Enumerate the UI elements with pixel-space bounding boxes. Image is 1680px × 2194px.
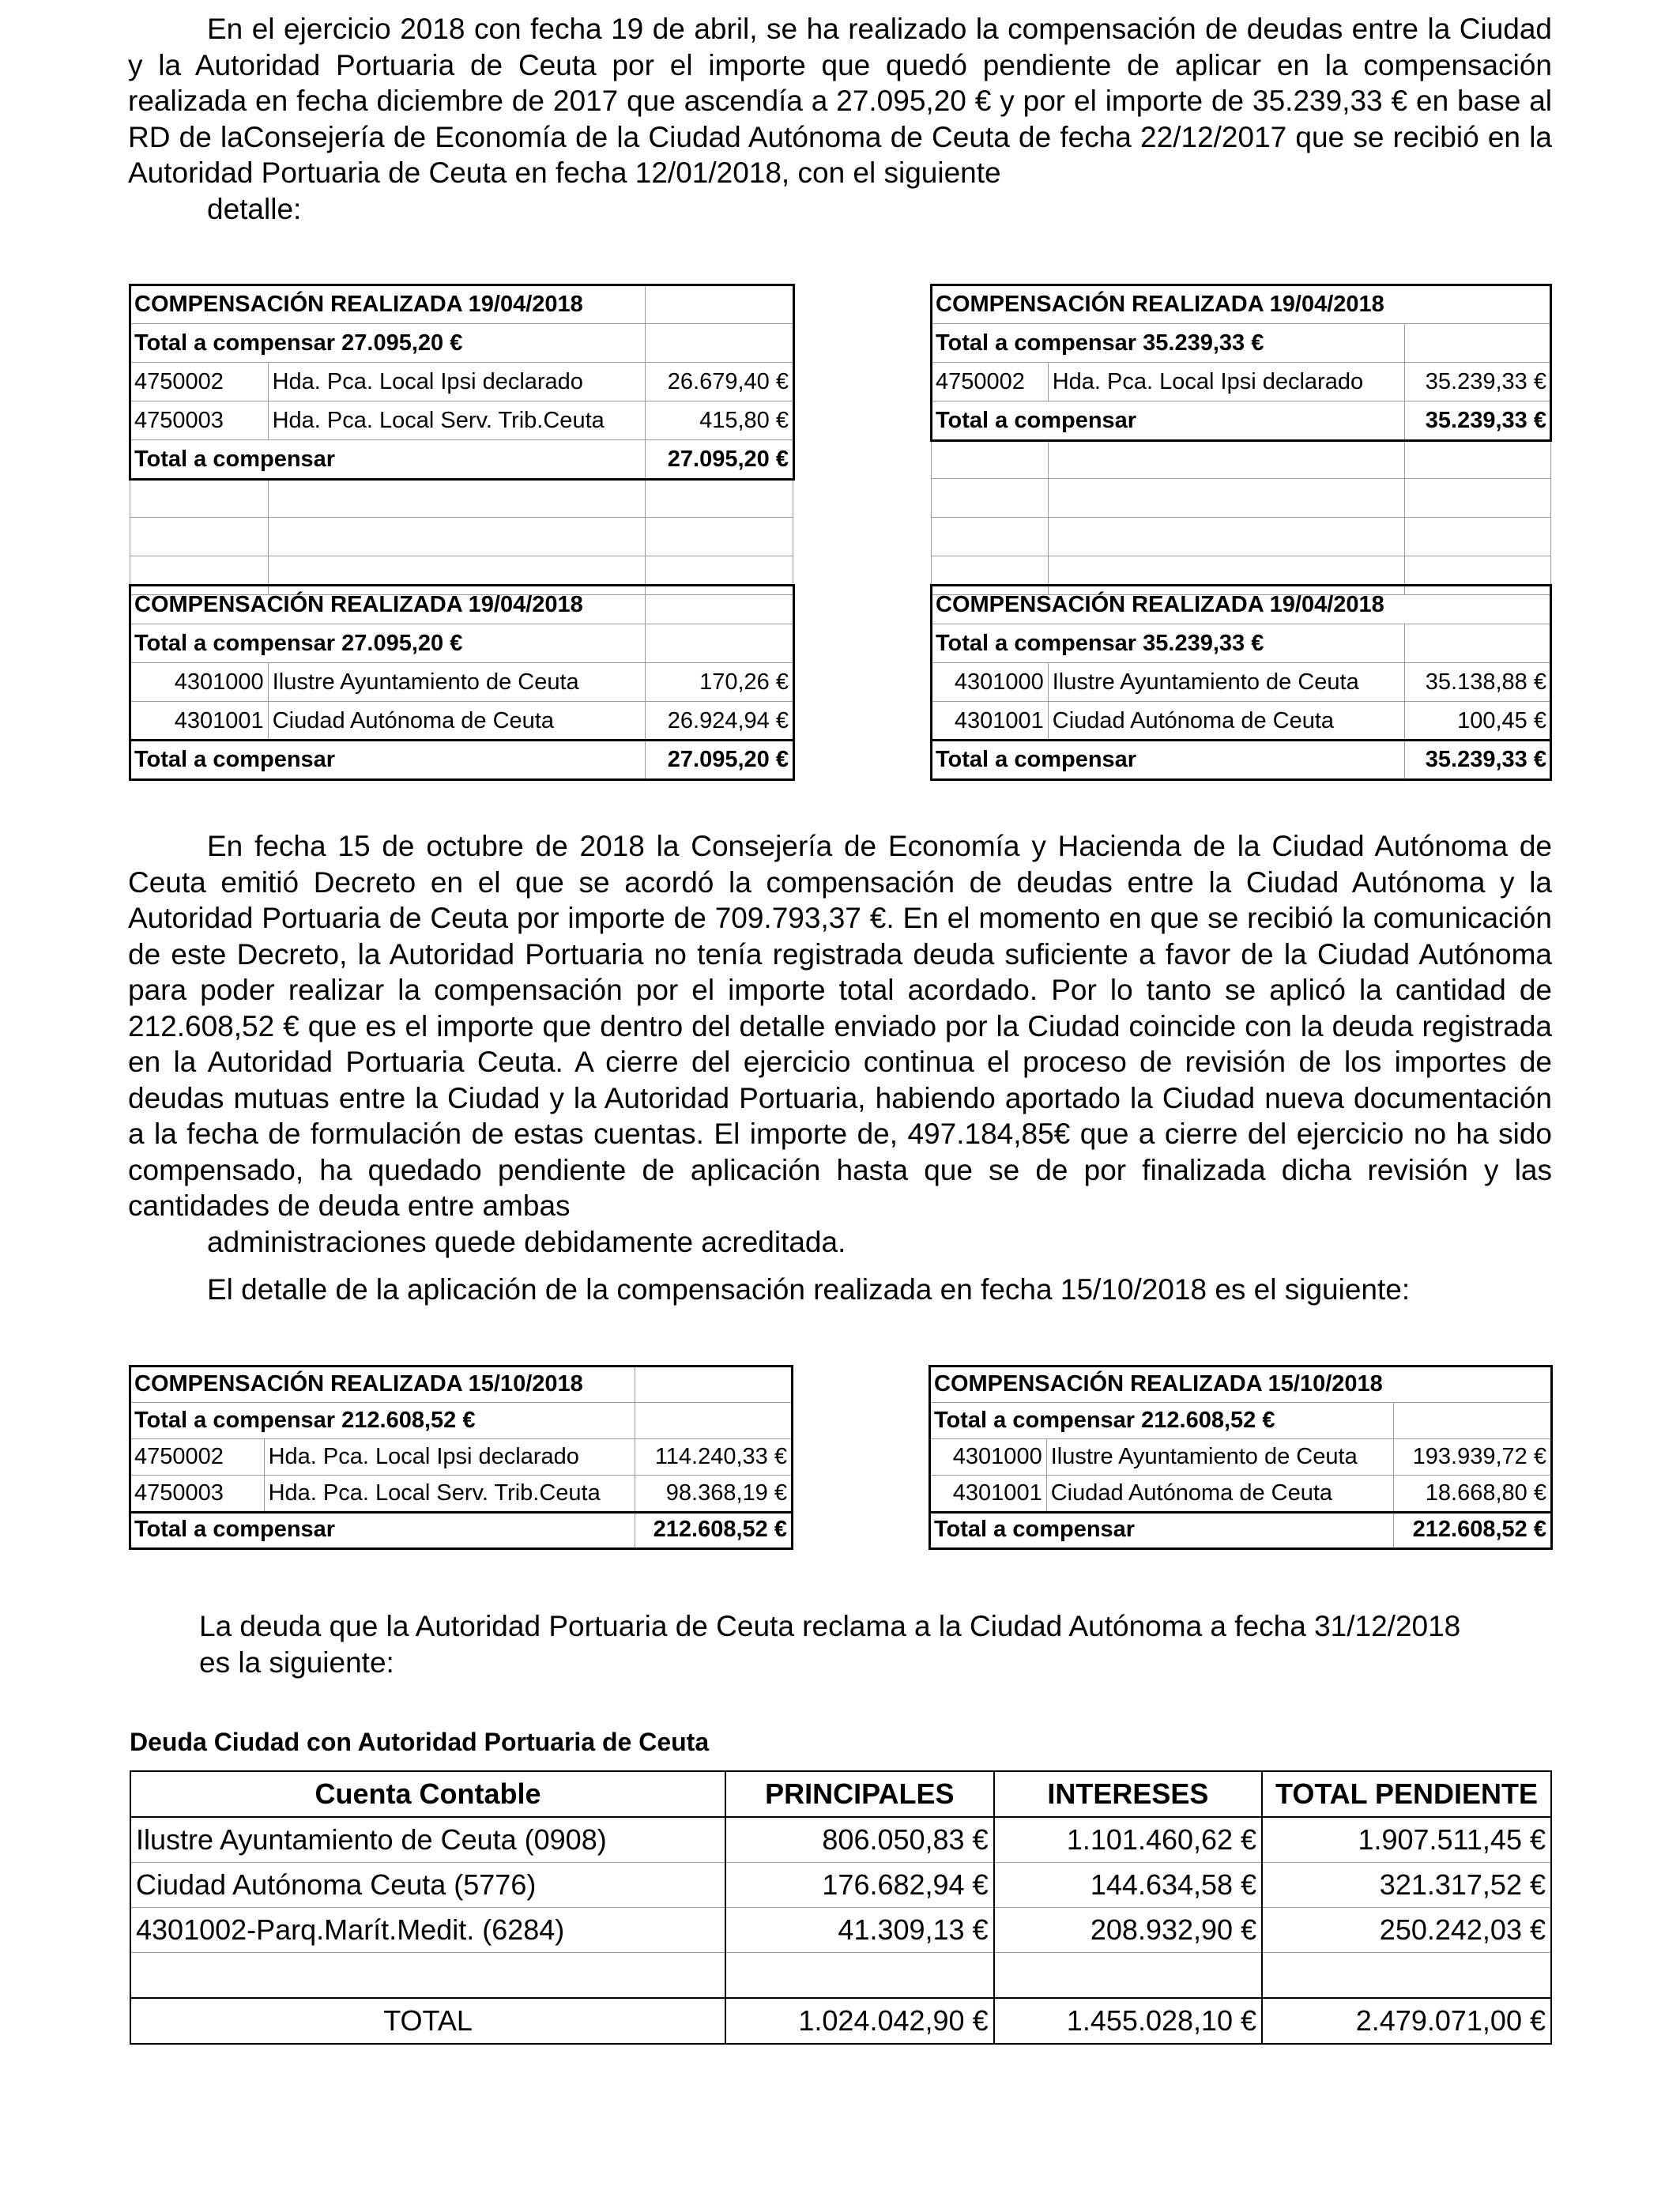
account-code: 4301001 xyxy=(932,702,1049,741)
compensation-table-4 xyxy=(931,585,1551,779)
principal-amount: 176.682,94 € xyxy=(725,1863,993,1908)
table-title: COMPENSACIÓN REALIZADA 19/04/2018 xyxy=(932,285,1551,324)
account-code: 4301001 xyxy=(130,702,269,741)
table-row xyxy=(130,363,793,401)
account-name: 4301002-Parq.Marít.Medit. (6284) xyxy=(130,1908,725,1953)
table-row xyxy=(130,702,793,741)
account-description: Ciudad Autónoma de Ceuta xyxy=(268,702,646,741)
column-header-account: Cuenta Contable xyxy=(130,1771,725,1817)
grand-total: 2.479.071,00 € xyxy=(1262,1998,1551,2044)
table-row xyxy=(932,663,1551,702)
paragraph-debt-intro-text: La deuda que la Autoridad Portuaria de Ceuta reclama a la Ciudad Autónoma a fecha 31/12/2018 xyxy=(199,1610,1461,1642)
table-5-total-rule xyxy=(129,1511,793,1514)
table-row xyxy=(930,1439,1551,1476)
account-description: Ilustre Ayuntamiento de Ceuta xyxy=(1046,1439,1394,1476)
account-code: 4750002 xyxy=(932,363,1049,401)
table-row xyxy=(130,1908,1551,1953)
table-row xyxy=(932,363,1551,401)
paragraph-october-decree-text: En fecha 15 de octubre de 2018 la Consejería de Economía y Hacienda de la Ciudad Autónoma de Ceuta emitió Decreto en el que se acordó la compensación de deudas entre la Ciudad Autónoma y la Autoridad Portuaria de Ceuta por importe de 709.793,37 €. En el momento en que se recibió la comunicación de este Decreto, la Autoridad Portuaria no tenía registrada deuda suficiente a favor de la Ciudad Autónoma para poder realizar la compensación por el importe total acordado. Por lo tanto se aplicó la cantidad de 212.608,52 € que es el importe que dentro del detalle enviado por la Ciudad coincide con la deuda registrada en la Autoridad Portuaria Ceuta. A cierre del ejercicio continua el proceso de revisión de los importes de deudas mutuas entre la Ciudad y la Autoridad Portuaria, habiendo aportado la Ciudad nueva documentación a la fecha de formulación de estas cuentas. El importe de, 497.184,85€ que a cierre del ejercicio no ha sido compensado, ha quedado pendiente de aplicación hasta que se de por finalizada dicha revisión y las cantidades de deuda entre ambas xyxy=(128,830,1552,1222)
account-code: 4750002 xyxy=(130,1439,265,1476)
table-title: COMPENSACIÓN REALIZADA 19/04/2018 xyxy=(932,586,1551,624)
total-amount: 35.239,33 € xyxy=(1405,401,1551,440)
column-header-total: TOTAL PENDIENTE xyxy=(1262,1771,1551,1817)
table-row xyxy=(130,663,793,702)
account-description: Ciudad Autónoma de Ceuta xyxy=(1048,702,1404,741)
account-code: 4301000 xyxy=(932,663,1049,702)
interest-total: 1.455.028,10 € xyxy=(994,1998,1262,2044)
principal-amount: 41.309,13 € xyxy=(725,1908,993,1953)
total-pending-amount: 1.907.511,45 € xyxy=(1262,1817,1551,1863)
amount: 114.240,33 € xyxy=(635,1439,792,1476)
total-pending-amount: 250.242,03 € xyxy=(1262,1908,1551,1953)
table-row xyxy=(130,1817,1551,1863)
column-header-principal: PRINCIPALES xyxy=(725,1771,993,1817)
account-description: Hda. Pca. Local Serv. Trib.Ceuta xyxy=(264,1476,635,1512)
table-row xyxy=(130,401,793,440)
debt-table-title: Deuda Ciudad con Autoridad Portuaria de Ceuta xyxy=(130,1728,710,1756)
paragraph-intro-text: En el ejercicio 2018 con fecha 19 de abril, se ha realizado la compensación de deudas entre la Ciudad y la Autoridad Portuaria de Ceuta por el importe que quedó pendiente de aplicar en la compensación realizada en fecha diciembre de 2017 que ascendía a 27.095,20 € y por el importe de 35.239,33 € en base al RD de laConsejería de Economía de la Ciudad Autónoma de Ceuta de fecha 22/12/2017 que se recibió en la Autoridad Portuaria de Ceuta en fecha 12/01/2018, con el siguiente xyxy=(128,13,1552,189)
account-code: 4301001 xyxy=(930,1476,1047,1512)
total-amount: 212.608,52 € xyxy=(635,1512,792,1548)
amount: 35.239,33 € xyxy=(1405,363,1551,401)
table-title: COMPENSACIÓN REALIZADA 15/10/2018 xyxy=(930,1367,1551,1403)
paragraph-debt-intro xyxy=(128,1608,1552,1680)
account-description: Hda. Pca. Local Ipsi declarado xyxy=(264,1439,635,1476)
total-label: Total a compensar xyxy=(130,440,646,479)
table-title: COMPENSACIÓN REALIZADA 19/04/2018 xyxy=(130,285,646,324)
table-row xyxy=(930,1476,1551,1512)
amount: 415,80 € xyxy=(646,401,793,440)
table-subtitle: Total a compensar 27.095,20 € xyxy=(130,324,646,363)
total-pending-amount: 321.317,52 € xyxy=(1262,1863,1551,1908)
total-label: Total a compensar xyxy=(930,1512,1394,1548)
account-description: Hda. Pca. Local Ipsi declarado xyxy=(268,363,646,401)
amount: 170,26 € xyxy=(646,663,793,702)
table-subtitle: Total a compensar 212.608,52 € xyxy=(930,1403,1394,1439)
paragraph-debt-intro-last-line: es la siguiente: xyxy=(199,1646,394,1679)
total-label: Total a compensar xyxy=(932,401,1405,440)
principal-amount: 806.050,83 € xyxy=(725,1817,993,1863)
principal-total: 1.024.042,90 € xyxy=(725,1998,993,2044)
total-label: Total a compensar xyxy=(932,741,1405,779)
interest-amount: 208.932,90 € xyxy=(994,1908,1262,1953)
total-amount: 27.095,20 € xyxy=(646,741,793,779)
paragraph-detail-intro-text: El detalle de la aplicación de la compensación realizada en fecha 15/10/2018 es el siguiente: xyxy=(207,1273,1411,1306)
table-subtitle: Total a compensar 35.239,33 € xyxy=(932,324,1405,363)
table-4-total-rule xyxy=(930,739,1552,741)
account-code: 4301000 xyxy=(130,663,269,702)
account-name: Ilustre Ayuntamiento de Ceuta (0908) xyxy=(130,1817,725,1863)
amount: 100,45 € xyxy=(1405,702,1551,741)
account-description: Ilustre Ayuntamiento de Ceuta xyxy=(268,663,646,702)
total-amount: 212.608,52 € xyxy=(1394,1512,1551,1548)
paragraph-detail-intro xyxy=(128,1272,1552,1308)
table-subtitle: Total a compensar 35.239,33 € xyxy=(932,624,1405,663)
paragraph-october-decree-last-line: administraciones quede debidamente acreditada. xyxy=(207,1225,846,1258)
account-code: 4750003 xyxy=(130,1476,265,1512)
amount: 26.679,40 € xyxy=(646,363,793,401)
paragraph-october-decree xyxy=(128,828,1552,1260)
table-row xyxy=(932,702,1551,741)
total-label: TOTAL xyxy=(130,1998,725,2044)
total-amount: 35.239,33 € xyxy=(1405,741,1551,779)
compensation-table-1 xyxy=(130,285,793,595)
account-name: Ciudad Autónoma Ceuta (5776) xyxy=(130,1863,725,1908)
compensation-table-2 xyxy=(931,285,1551,595)
account-description: Hda. Pca. Local Ipsi declarado xyxy=(1048,363,1404,401)
compensation-table-6 xyxy=(929,1366,1551,1548)
table-row xyxy=(130,1476,792,1512)
amount: 35.138,88 € xyxy=(1405,663,1551,702)
account-code: 4750002 xyxy=(130,363,269,401)
table-6-total-rule xyxy=(929,1511,1553,1514)
total-row xyxy=(130,1998,1551,2044)
account-description: Ciudad Autónoma de Ceuta xyxy=(1046,1476,1394,1512)
amount: 26.924,94 € xyxy=(646,702,793,741)
paragraph-intro xyxy=(128,11,1552,227)
amount: 193.939,72 € xyxy=(1394,1439,1551,1476)
account-description: Ilustre Ayuntamiento de Ceuta xyxy=(1048,663,1404,702)
total-amount: 27.095,20 € xyxy=(646,440,793,479)
compensation-table-3 xyxy=(130,585,793,779)
compensation-table-5 xyxy=(130,1366,792,1548)
interest-amount: 1.101.460,62 € xyxy=(994,1817,1262,1863)
debt-table xyxy=(130,1770,1552,2045)
total-label: Total a compensar xyxy=(130,741,646,779)
table-row xyxy=(130,1439,792,1476)
table-subtitle: Total a compensar 27.095,20 € xyxy=(130,624,646,663)
table-row xyxy=(130,1863,1551,1908)
account-description: Hda. Pca. Local Serv. Trib.Ceuta xyxy=(268,401,646,440)
total-label: Total a compensar xyxy=(130,1512,635,1548)
amount: 18.668,80 € xyxy=(1394,1476,1551,1512)
table-subtitle: Total a compensar 212.608,52 € xyxy=(130,1403,635,1439)
column-header-interest: INTERESES xyxy=(994,1771,1262,1817)
account-code: 4750003 xyxy=(130,401,269,440)
account-code: 4301000 xyxy=(930,1439,1047,1476)
table-title: COMPENSACIÓN REALIZADA 19/04/2018 xyxy=(130,586,646,624)
table-3-total-rule xyxy=(129,739,795,741)
table-title: COMPENSACIÓN REALIZADA 15/10/2018 xyxy=(130,1367,635,1403)
paragraph-intro-last-line: detalle: xyxy=(207,192,302,225)
interest-amount: 144.634,58 € xyxy=(994,1863,1262,1908)
amount: 98.368,19 € xyxy=(635,1476,792,1512)
